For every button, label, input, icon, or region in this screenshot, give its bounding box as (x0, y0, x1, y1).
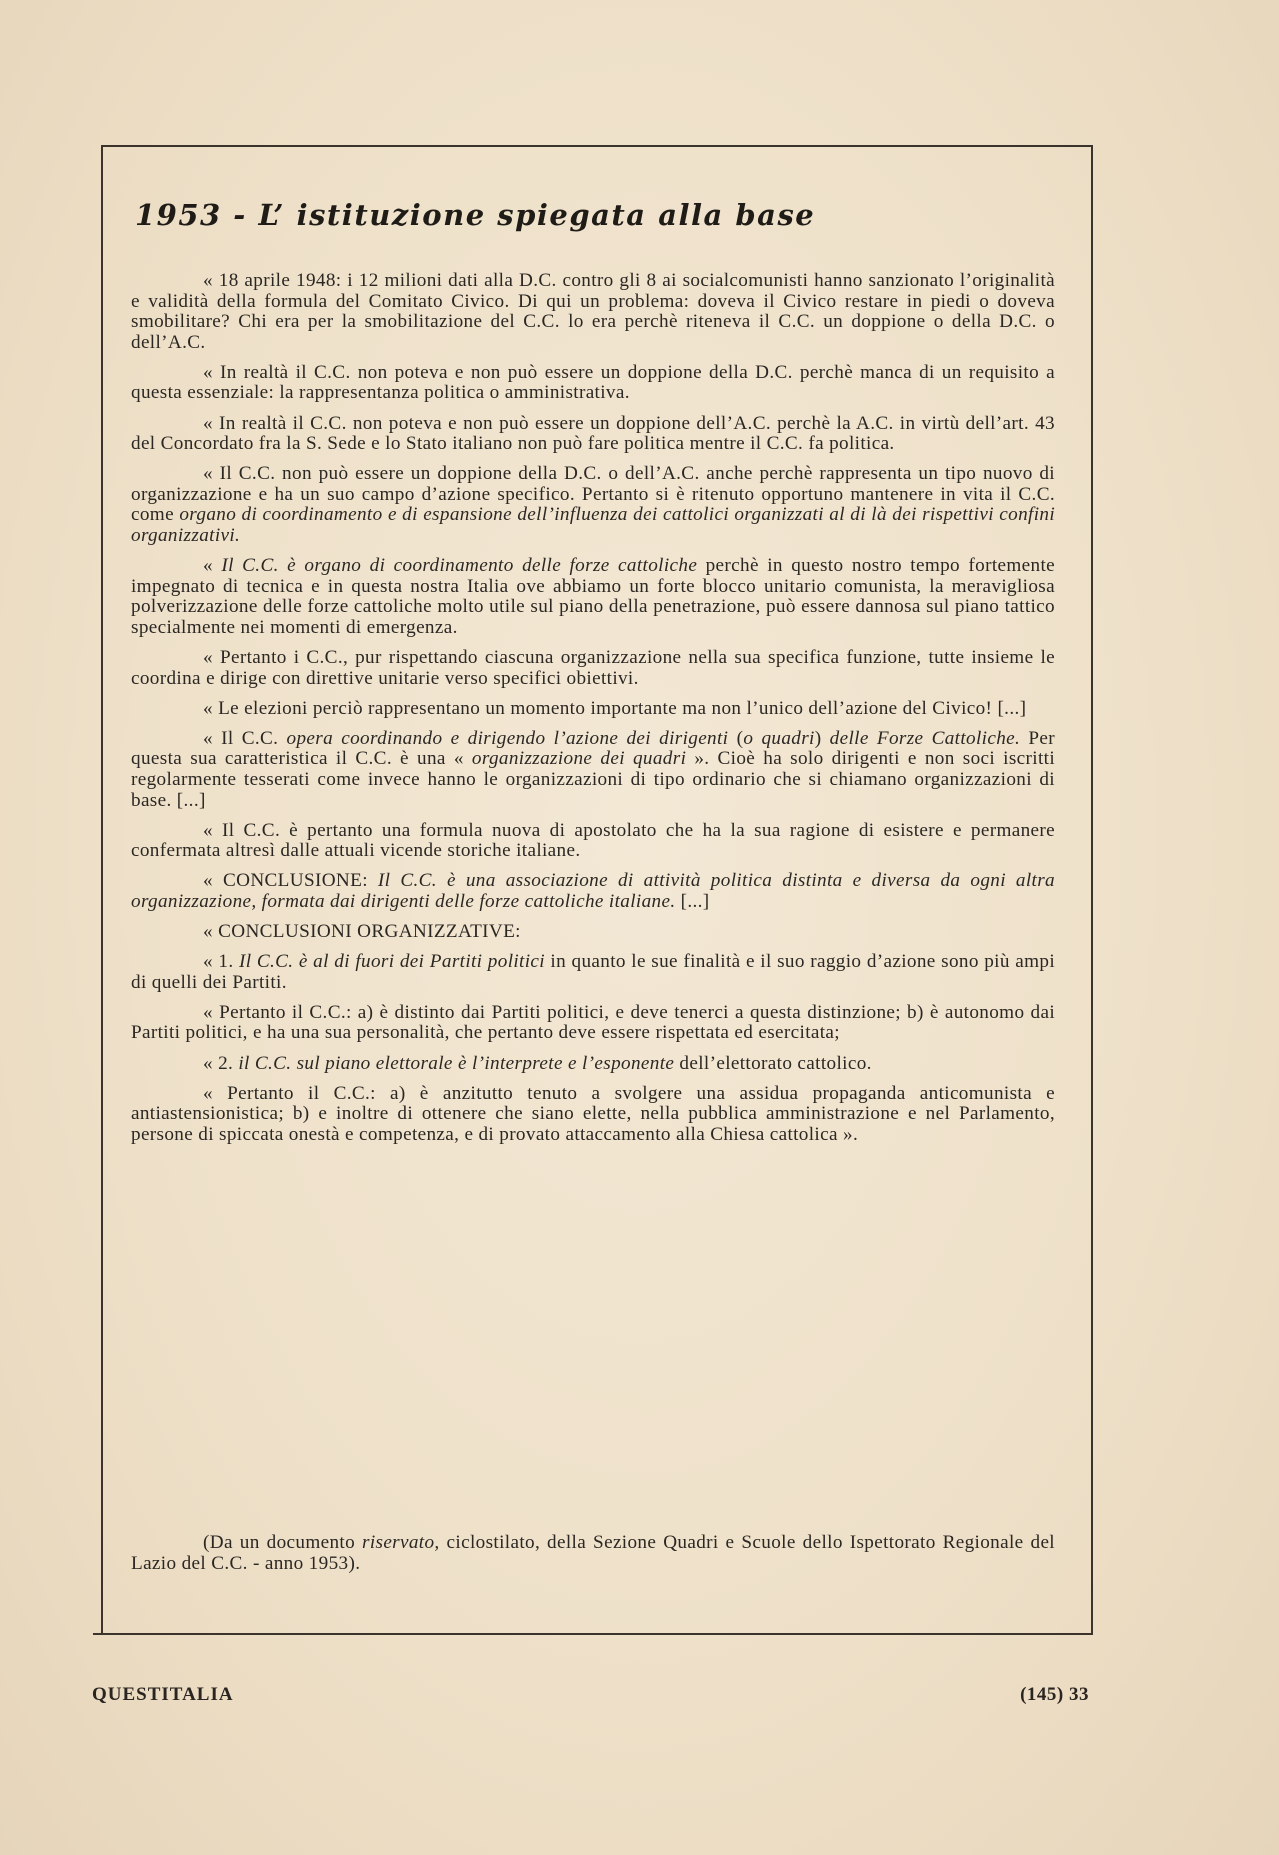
text-segment: « CONCLUSIONI ORGANIZZATIVE: (203, 921, 521, 943)
text-segment: « CONCLUSIONE: (203, 870, 378, 892)
text-segment: dell’elettorato cattolico. (674, 1052, 872, 1074)
text-segment: « (203, 555, 222, 577)
text-segment: in quanto le sue finalità e il suo raggio d’azione sono più ampi di quelli dei Partiti. (131, 951, 1056, 993)
text-segment: ». Cioè ha solo dirigenti e non soci iscritti regolarmente tesserati come invece hanno le organizzazioni di tipo ordinario che si chiamano organizzazioni di base. [...] (131, 748, 1055, 811)
text-segment: [...] (675, 890, 710, 912)
journal-name: QUESTITALIA (92, 1684, 234, 1705)
text-segment: perchè in questo nostro tempo fortemente impegnato di tecnica e in questa nostra Italia ove abbiamo un forte blocco unitario comunista, la meravigliosa polverizzazione delle forze cattoliche molto utile sul piano della penetrazione, può essere dannosa sul piano tattico specialmente nei momenti di emergenza. (131, 555, 1056, 638)
text-segment: « Pertanto i C.C., pur rispettando ciascuna organizzazione nella sua specifica funzione, tutte insieme le coordina e dirige con direttive unitarie verso specifici obiettivi. (131, 647, 1055, 689)
article-body (131, 271, 1055, 1155)
text-segment: « In realtà il C.C. non poteva e non può essere un doppione dell’A.C. perchè la A.C. in virtù dell’art. 43 del Concordato fra la S. Sede e lo Stato italiano non può fare politica mentre il C.C. fa politica. (131, 412, 1055, 455)
text-segment: « Il C.C. non può essere un doppione della D.C. o dell’A.C. anche perchè rappresenta un tipo nuovo di organizzazione e ha un suo campo d’azione specifico. Pertanto si è ritenuto opportuno mantenere in vita il C.C. come (131, 463, 1055, 526)
page-number: (145) 33 (1020, 1684, 1089, 1705)
italic-text-segment: il C.C. sul piano elettorale è l’interprete e l’esponente (238, 1052, 675, 1074)
italic-text-segment: organo di coordinamento e di espansione dell’influenza dei cattolici organizzati al di là dei rispettivi confini organizzativi. (131, 504, 1055, 547)
body-paragraph (131, 464, 1055, 546)
text-segment: « Pertanto il C.C.: a) è distinto dai Partiti politici, e deve tenerci a questa distinzione; b) è autonomo dai Partiti politici, e ha una sua personalità, che pertanto deve essere rispettata ed esercitata; (131, 1001, 1055, 1044)
italic-text-segment: opera coordinando e dirigendo l’azione dei dirigenti (286, 727, 729, 749)
text-segment: « Pertanto il C.C.: a) è anzitutto tenuto a svolgere una assidua propaganda anticomunista e antiastensionistica; b) e inoltre di ottenere che siano elette, nella pubblica amministrazione e nel Parlamento, persone di spiccata onestà e competenza, e di provato attaccamento alla Chiesa cattolica ». (131, 1082, 1055, 1145)
text-segment: « 18 aprile 1948: i 12 milioni dati alla D.C. contro gli 8 ai socialcomunisti hanno sanzionato l’originalità e validità della formula del Comitato Civico. Di qui un problema: doveva il Civico restare in piedi o doveva smobilitare? Chi era per la smobilitazione del C.C. lo era perchè riteneva il C.C. un doppione o della D.C. o dell’A.C. (131, 270, 1055, 353)
body-paragraph (131, 1084, 1055, 1146)
frame-bottom-rule (93, 1633, 1093, 1635)
body-paragraph (131, 871, 1055, 912)
source-note (131, 1532, 1055, 1574)
body-paragraph (131, 363, 1055, 404)
body-paragraph (131, 1054, 1055, 1075)
text-segment: « 2. (203, 1052, 239, 1074)
body-paragraph (131, 556, 1055, 638)
text-segment: ciclostilato, della Sezione Quadri e Scuole dello Ispettorato Regionale del Lazio del C.C. - anno 1953). (131, 1532, 1055, 1574)
text-segment: Per questa sua caratteristica il C.C. è una « (131, 727, 1055, 770)
body-paragraph (131, 414, 1055, 455)
text-segment: « Il C.C. (203, 727, 287, 749)
text-segment: « 1. (203, 951, 239, 973)
italic-text-segment: Il C.C. è una associazione di attività politica distinta e diversa da ogni altra organizzazione, formata dai dirigenti delle forze cattoliche italiane. (131, 870, 1055, 912)
text-segment: ) (814, 727, 830, 749)
italic-text-segment: Il C.C. è al di fuori dei Partiti politici (238, 951, 545, 973)
body-paragraph (131, 648, 1055, 689)
body-paragraph (131, 922, 1055, 943)
text-segment: « Il C.C. è pertanto una formula nuova di apostolato che ha la sua ragione di esistere e permanere confermata altresì dalle attuali vicende storiche italiane. (131, 819, 1055, 862)
body-paragraph (131, 699, 1055, 720)
italic-text-segment: organizzazione dei quadri (471, 748, 687, 770)
body-paragraph (131, 821, 1055, 862)
body-paragraph (131, 729, 1055, 811)
body-paragraph (131, 1003, 1055, 1044)
italic-text-segment: o quadri (743, 727, 815, 749)
text-segment: « In realtà il C.C. non poteva e non può essere un doppione della D.C. perchè manca di un requisito a questa essenziale: la rappresentanza politica o amministrativa. (131, 361, 1055, 404)
italic-text-segment: delle Forze Cattoliche. (829, 727, 1021, 749)
body-paragraph (131, 271, 1055, 353)
text-segment: « Le elezioni perciò rappresentano un momento importante ma non l’unico dell’azione del Civico! [...] (203, 697, 1027, 719)
text-segment: (Da un documento (203, 1532, 362, 1553)
body-paragraph (131, 952, 1055, 993)
article-title: 1953 - L’ istituzione spiegata alla base (135, 198, 816, 232)
italic-text-segment: riservato, (362, 1532, 440, 1553)
italic-text-segment: Il C.C. è organo di coordinamento delle forze cattoliche (221, 555, 698, 577)
text-segment: ( (728, 727, 744, 749)
source-paragraph (131, 1532, 1055, 1574)
